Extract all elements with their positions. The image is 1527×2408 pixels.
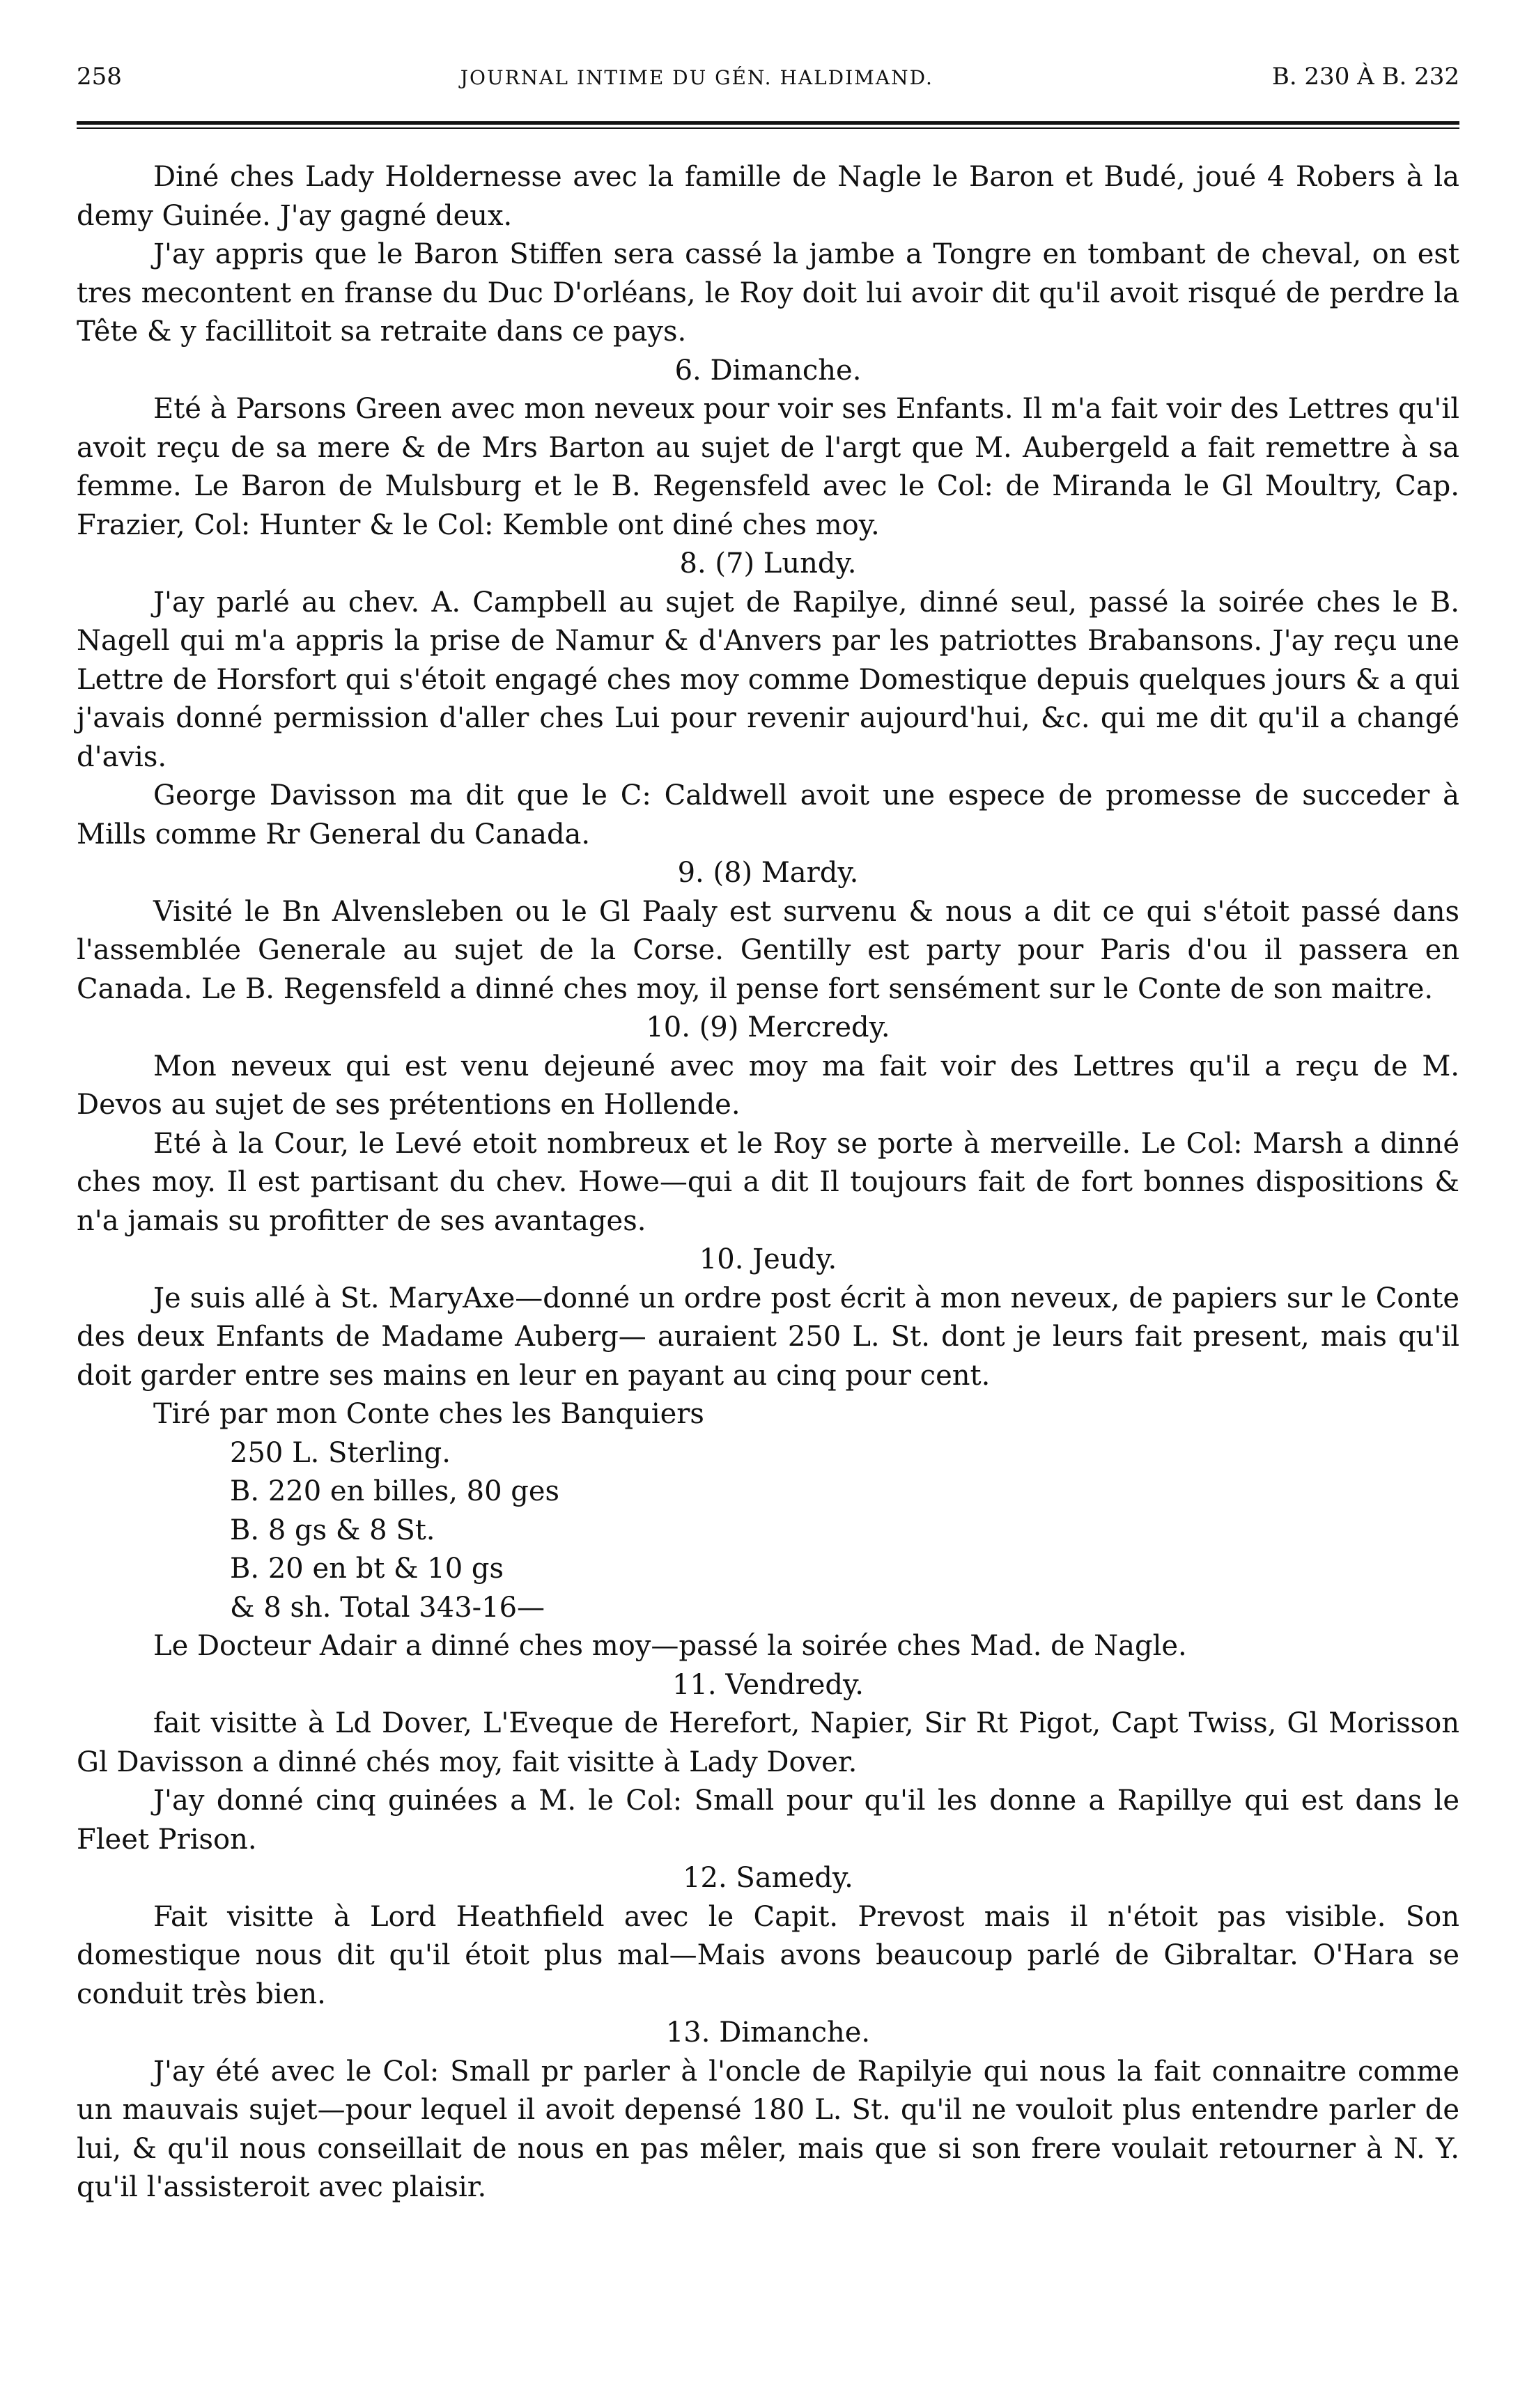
journal-paragraph: Diné ches Lady Holdernesse avec la famille de Nagle le Baron et Budé, joué 4 Robers à la demy Guinée. J'ay gagné deux. <box>77 161 1459 232</box>
entry-date: 9. (8) Mardy. <box>677 857 859 889</box>
journal-paragraph: J'ay parlé au chev. A. Campbell au sujet de Rapilye, dinné seul, passé la soirée ches le B. Nagell qui m'a appris la prise de Namur & d'Anvers par les patriottes Brabansons. J'ay reçu une Lettre de Horsfort qui s'étoit engagé ches moy comme Domestique depuis quelques jours & a qui j'avais donné permission d'aller ches Lui pour revenir aujourd'hui, &c. qui me dit qu'il a changé d'avis. <box>77 586 1459 773</box>
ledger-line: & 8 sh. Total 343-16— <box>230 1591 545 1624</box>
journal-paragraph: Le Docteur Adair a dinné ches moy—passé la soirée ches Mad. de Nagle. <box>153 1630 1187 1662</box>
page-header <box>77 63 1459 104</box>
folio-range: B. 230 À B. 232 <box>1271 63 1459 91</box>
journal-paragraph: fait visitte à Ld Dover, L'Eveque de Herefort, Napier, Sir Rt Pigot, Capt Twiss, Gl Morisson Gl Davisson a dinné chés moy, fait visitte à Lady Dover. <box>77 1707 1459 1778</box>
journal-paragraph: Eté à la Cour, le Levé etoit nombreux et le Roy se porte à merveille. Le Col: Marsh a dinné ches moy. Il est partisant du chev. Howe—qui a dit Il toujours fait de fort bonnes dispositions & n'a jamais su profitter de ses avantages. <box>77 1127 1459 1237</box>
ledger-line: B. 20 en bt & 10 gs <box>230 1553 504 1585</box>
entry-date: 11. Vendredy. <box>672 1668 864 1701</box>
journal-paragraph: Fait visitte à Lord Heathfield avec le Capit. Prevost mais il n'étoit pas visible. Son domestique nous dit qu'il étoit plus mal—Mais avons beaucoup parlé de Gibraltar. O'Hara se conduit très bien. <box>77 1900 1459 2010</box>
journal-paragraph: J'ay appris que le Baron Stiffen sera cassé la jambe a Tongre en tombant de cheval, on est tres mecontent en franse du Duc D'orléans, le Roy doit lui avoir dit qu'il avoit risqué de perdre la Tête & y facillitoit sa retraite dans ce pays. <box>77 238 1459 348</box>
entry-date: 13. Dimanche. <box>665 2017 871 2049</box>
journal-paragraph: J'ay donné cinq guinées a M. le Col: Small pour qu'il les donne a Rapillye qui est dans le Fleet Prison. <box>77 1785 1459 1856</box>
page-number: 258 <box>77 63 122 91</box>
ledger-line: Tiré par mon Conte ches les Banquiers <box>153 1398 704 1430</box>
ledger-line: 250 L. Sterling. <box>230 1436 451 1469</box>
header-rule <box>77 121 1459 129</box>
entry-date: 12. Samedy. <box>683 1862 853 1894</box>
journal-paragraph: J'ay été avec le Col: Small pr parler à l'oncle de Rapilyie qui nous la fait connaitre comme un mauvais sujet—pour lequel il avoit depensé 180 L. St. qu'il ne vouloit plus entendre parler de lui, & qu'il nous conseillait de nous en pas mêler, mais que si son frere voulait retourner à N. Y. qu'il l'assisteroit avec plaisir. <box>77 2055 1459 2203</box>
journal-paragraph: Eté à Parsons Green avec mon neveux pour voir ses Enfants. Il m'a fait voir des Lettres qu'il avoit reçu de sa mere & de Mrs Barton au sujet de l'argt que M. Aubergeld a fait remettre à sa femme. Le Baron de Mulsburg et le B. Regensfeld avec le Col: de Miranda le Gl Moultry, Cap. Frazier, Col: Hunter & le Col: Kemble ont diné ches moy. <box>77 393 1459 541</box>
journal-paragraph: Visité le Bn Alvensleben ou le Gl Paaly est survenu & nous a dit ce qui s'étoit passé dans l'assemblée Generale au sujet de la Corse. Gentilly est party pour Paris d'ou il passera en Canada. Le B. Regensfeld a dinné ches moy, il pense fort sensément sur le Conte de son maitre. <box>77 895 1459 1005</box>
ledger-line: B. 220 en billes, 80 ges <box>230 1475 560 1507</box>
journal-paragraph: George Davisson ma dit que le C: Caldwell avoit une espece de promesse de succeder à Mills comme Rr General du Canada. <box>77 779 1459 850</box>
journal-page <box>77 63 1459 2207</box>
journal-paragraph: Mon neveux qui est venu dejeuné avec moy ma fait voir des Lettres qu'il a reçu de M. Devos au sujet de ses prétentions en Hollende. <box>77 1050 1459 1121</box>
entry-date: 6. Dimanche. <box>674 354 862 387</box>
ledger-line: B. 8 gs & 8 St. <box>230 1514 435 1546</box>
journal-paragraph: Je suis allé à St. MaryAxe—donné un ordre post écrit à mon neveux, de papiers sur le Conte des deux Enfants de Madame Auberg— auraient 250 L. St. dont je leurs fait present, mais qu'il doit garder entre ses mains en leur en payant au cinq pour cent. <box>77 1282 1459 1392</box>
entry-date: 8. (7) Lundy. <box>679 547 857 580</box>
journal-body <box>77 158 1459 2207</box>
running-title: JOURNAL INTIME DU GÉN. HALDIMAND. <box>460 66 933 89</box>
entry-date: 10. Jeudy. <box>699 1243 837 1275</box>
entry-date: 10. (9) Mercredy. <box>646 1011 890 1043</box>
